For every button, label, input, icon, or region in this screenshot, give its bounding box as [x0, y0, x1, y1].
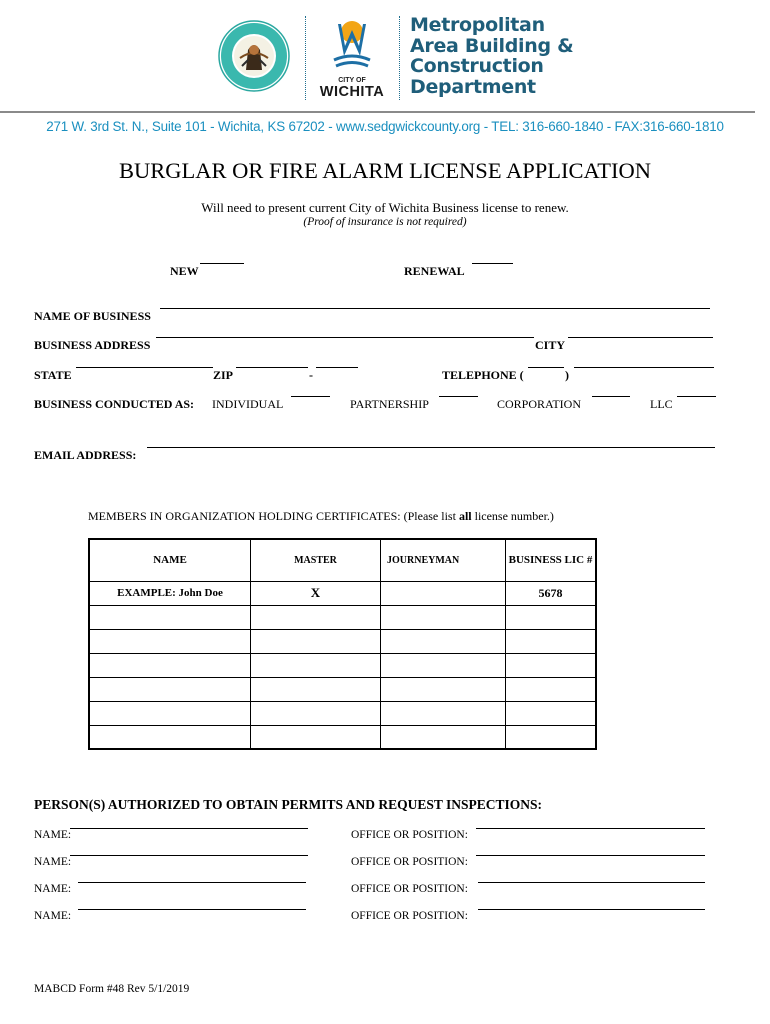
member-lic-cell[interactable] — [506, 629, 597, 653]
auth-name-field-4[interactable] — [78, 909, 306, 910]
business-name-field[interactable] — [160, 308, 710, 309]
table-row — [89, 725, 596, 749]
corporation-label: CORPORATION — [497, 397, 582, 411]
form-title: BURGLAR OR FIRE ALARM LICENSE APPLICATION — [119, 158, 651, 183]
member-lic-cell[interactable] — [506, 653, 597, 677]
conducted-as-label: BUSINESS CONDUCTED AS: — [34, 397, 195, 411]
renewal-note: Will need to present current City of Wichita Business license to renew. — [201, 200, 569, 215]
table-row — [89, 629, 596, 653]
example-master: X — [251, 581, 381, 605]
renewal-label: RENEWAL — [404, 264, 465, 278]
table-row-example — [89, 581, 596, 605]
business-address-field[interactable] — [156, 337, 534, 338]
member-name-cell[interactable] — [89, 725, 251, 749]
col-master-header: MASTER — [251, 539, 381, 581]
auth-name-field-2[interactable] — [70, 855, 308, 856]
auth-office-field-1[interactable] — [476, 828, 705, 829]
col-lic-header: BUSINESS LIC # — [506, 539, 597, 581]
form-id-footer: MABCD Form #48 Rev 5/1/2019 — [34, 983, 190, 995]
member-lic-cell[interactable] — [506, 701, 597, 725]
department-name: Metropolitan Area Building & Construction Department — [410, 14, 574, 98]
email-field[interactable] — [147, 447, 715, 448]
example-lic: 5678 — [506, 581, 597, 605]
member-name-cell[interactable] — [89, 605, 251, 629]
auth-name-label-4: NAME: — [34, 910, 72, 922]
auth-name-field-1[interactable] — [70, 828, 308, 829]
member-journeyman-cell[interactable] — [381, 605, 506, 629]
auth-name-label-3: NAME: — [34, 883, 72, 895]
member-journeyman-cell[interactable] — [381, 653, 506, 677]
header-rule — [0, 111, 755, 113]
member-lic-cell[interactable] — [506, 605, 597, 629]
auth-office-field-4[interactable] — [478, 909, 705, 910]
auth-name-label-2: NAME: — [34, 856, 72, 868]
member-journeyman-cell[interactable] — [381, 725, 506, 749]
auth-office-label-3: OFFICE OR POSITION: — [351, 883, 468, 895]
table-row — [89, 701, 596, 725]
member-lic-cell[interactable] — [506, 677, 597, 701]
member-master-cell[interactable] — [251, 701, 381, 725]
partnership-label: PARTNERSHIP — [350, 397, 429, 411]
auth-name-field-3[interactable] — [78, 882, 306, 883]
city-label: CITY — [535, 338, 566, 352]
col-name-header: NAME — [89, 539, 251, 581]
llc-option-line[interactable] — [677, 396, 716, 397]
example-name: EXAMPLE: John Doe — [89, 581, 251, 605]
telephone-label: TELEPHONE ( — [442, 368, 524, 382]
city-of-label: CITY OF — [338, 77, 366, 84]
member-master-cell[interactable] — [251, 653, 381, 677]
table-row — [89, 653, 596, 677]
auth-office-label-2: OFFICE OR POSITION: — [351, 856, 468, 868]
member-journeyman-cell[interactable] — [381, 677, 506, 701]
corporation-option-line[interactable] — [592, 396, 630, 397]
business-address-label: BUSINESS ADDRESS — [34, 338, 151, 352]
member-name-cell[interactable] — [89, 653, 251, 677]
wichita-wordmark: WICHITA — [319, 84, 385, 100]
contact-address: 271 W. 3rd St. N., Suite 101 - Wichita, KS 67202 - www.sedgwickcounty.org - TEL: 316-660-1840 - FAX:316-660-1810 — [46, 119, 724, 134]
state-label: STATE — [34, 368, 72, 382]
member-name-cell[interactable] — [89, 677, 251, 701]
member-master-cell[interactable] — [251, 677, 381, 701]
individual-label: INDIVIDUAL — [212, 397, 284, 411]
member-master-cell[interactable] — [251, 629, 381, 653]
table-header-row — [89, 539, 596, 581]
seal-lettering — [218, 20, 290, 92]
telephone-field[interactable] — [574, 367, 714, 368]
zip-field[interactable] — [236, 367, 308, 368]
wichita-flag-icon — [314, 16, 390, 74]
city-field[interactable] — [568, 337, 713, 338]
zip-label: ZIP — [213, 368, 234, 382]
auth-office-field-2[interactable] — [476, 855, 705, 856]
table-row — [89, 677, 596, 701]
zip-plus4-field[interactable] — [316, 367, 358, 368]
insurance-note: (Proof of insurance is not required) — [303, 216, 467, 228]
member-name-cell[interactable] — [89, 629, 251, 653]
business-name-label: NAME OF BUSINESS — [34, 309, 151, 323]
member-name-cell[interactable] — [89, 701, 251, 725]
auth-name-label-1: NAME: — [34, 829, 72, 841]
member-master-cell[interactable] — [251, 725, 381, 749]
state-field[interactable] — [76, 367, 213, 368]
email-label: EMAIL ADDRESS: — [34, 448, 137, 462]
member-journeyman-cell[interactable] — [381, 701, 506, 725]
auth-office-label-4: OFFICE OR POSITION: — [351, 910, 468, 922]
zip-dash: - — [309, 368, 313, 382]
llc-label: LLC — [650, 397, 673, 411]
auth-office-field-3[interactable] — [478, 882, 705, 883]
member-lic-cell[interactable] — [506, 725, 597, 749]
new-checkbox-line[interactable] — [200, 263, 244, 264]
member-master-cell[interactable] — [251, 605, 381, 629]
city-of-wichita-logo — [314, 16, 390, 102]
header-divider — [305, 16, 306, 100]
example-journeyman — [381, 581, 506, 605]
partnership-option-line[interactable] — [439, 396, 478, 397]
auth-office-label-1: OFFICE OR POSITION: — [351, 829, 468, 841]
area-code-field[interactable] — [528, 367, 564, 368]
member-journeyman-cell[interactable] — [381, 629, 506, 653]
telephone-close-paren: ) — [565, 368, 569, 382]
members-instruction: MEMBERS IN ORGANIZATION HOLDING CERTIFICATES: (Please list all license number.) — [88, 509, 554, 523]
table-row — [89, 605, 596, 629]
new-label: NEW — [170, 264, 199, 278]
authorized-heading: PERSON(S) AUTHORIZED TO OBTAIN PERMITS AND REQUEST INSPECTIONS: — [34, 797, 542, 812]
col-journeyman-header: JOURNEYMAN — [381, 539, 506, 581]
members-table — [88, 538, 597, 750]
header-divider-2 — [399, 16, 400, 100]
individual-option-line[interactable] — [291, 396, 330, 397]
renewal-checkbox-line[interactable] — [472, 263, 513, 264]
